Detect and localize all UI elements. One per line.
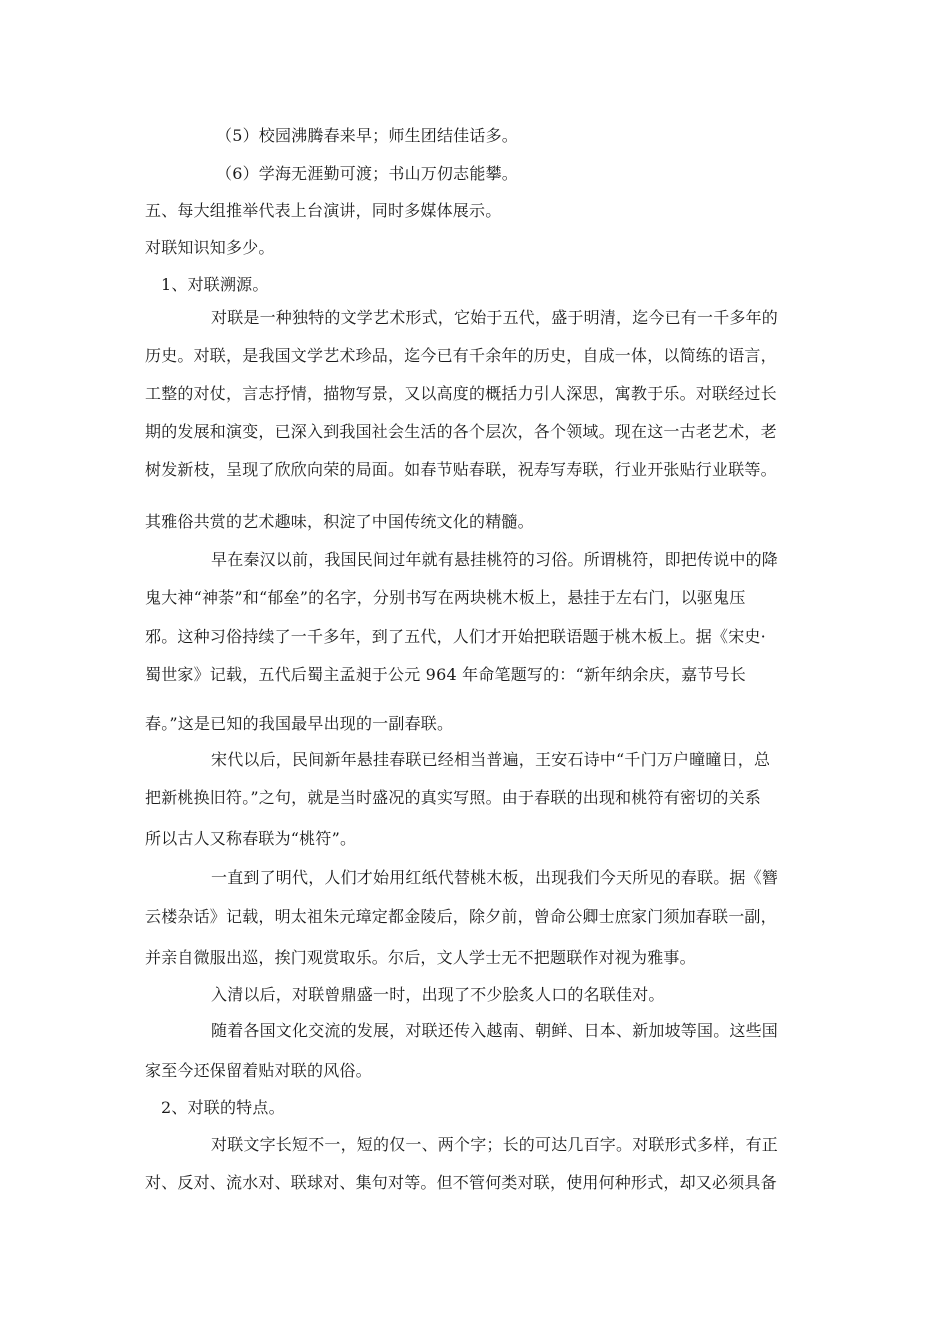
paragraph-line: 宋代以后，民间新年悬挂春联已经相当普遍，王安石诗中“千门万户曈曈日，总 [211, 750, 771, 769]
paragraph-line: 工整的对仗，言志抒情，描物写景，又以高度的概括力引人深思，寓教于乐。对联经过长 [145, 384, 777, 403]
paragraph-line: 对联是一种独特的文学艺术形式，它始于五代，盛于明清，迄今已有一千多年的 [211, 308, 779, 327]
paragraph-line: 蜀世家》记载，五代后蜀主孟昶于公元 964 年命笔题写的：“新年纳余庆，嘉节号长 [145, 665, 746, 684]
paragraph-line: 一直到了明代，人们才始用红纸代替桃木板，出现我们今天所见的春联。据《簪 [211, 868, 779, 887]
paragraph-line: 家至今还保留着贴对联的风俗。 [145, 1061, 372, 1080]
paragraph-line: 随着各国文化交流的发展，对联还传入越南、朝鲜、日本、新加坡等国。这些国 [211, 1021, 779, 1040]
paragraph-line: 把新桃换旧符。”之句，就是当时盛况的真实写照。由于春联的出现和桃符有密切的关系 [145, 788, 761, 807]
paragraph-line: 云楼杂话》记载，明太祖朱元璋定都金陵后，除夕前，曾命公卿士庶家门须加春联一副， [145, 907, 777, 926]
subsection-1-heading: 1、对联溯源。 [161, 275, 269, 294]
paragraph-line: 春。”这是已知的我国最早出现的一副春联。 [145, 714, 454, 733]
section-5-heading: 五、每大组推举代表上台演讲，同时多媒体展示。 [145, 201, 502, 220]
couplet-5: （5）校园沸腾春来早；师生团结佳话多。 [216, 126, 518, 145]
paragraph-line: 期的发展和演变，已深入到我国社会生活的各个层次，各个领域。现在这一古老艺术，老 [145, 422, 777, 441]
paragraph-line: 入清以后，对联曾鼎盛一时，出现了不少脍炙人口的名联佳对。 [211, 985, 665, 1004]
paragraph-line: 鬼大神“神荼”和“郁垒”的名字，分别书写在两块桃木板上，悬挂于左右门，以驱鬼压 [145, 588, 746, 607]
knowledge-heading: 对联知识知多少。 [145, 238, 275, 257]
paragraph-line: 对、反对、流水对、联球对、集句对等。但不管何类对联，使用何种形式，却又必须具备 [145, 1173, 777, 1192]
paragraph-line: 早在秦汉以前，我国民间过年就有悬挂桃符的习俗。所谓桃符，即把传说中的降 [211, 550, 779, 569]
paragraph-line: 树发新枝，呈现了欣欣向荣的局面。如春节贴春联，祝寿写寿联，行业开张贴行业联等。 [145, 460, 777, 479]
subsection-2-heading: 2、对联的特点。 [161, 1098, 285, 1117]
paragraph-line: 所以古人又称春联为“桃符”。 [145, 829, 357, 848]
paragraph-line: 历史。对联，是我国文学艺术珍品，迄今已有千余年的历史，自成一体，以简练的语言， [145, 346, 777, 365]
paragraph-line: 邪。这种习俗持续了一千多年，到了五代，人们才开始把联语题于桃木板上。据《宋史· [145, 627, 766, 646]
paragraph-line: 对联文字长短不一，短的仅一、两个字；长的可达几百字。对联形式多样，有正 [211, 1135, 779, 1154]
paragraph-line: 其雅俗共赏的艺术趣味，积淀了中国传统文化的精髓。 [145, 512, 534, 531]
paragraph-line: 并亲自微服出巡，挨门观赏取乐。尔后，文人学士无不把题联作对视为雅事。 [145, 948, 696, 967]
couplet-6: （6）学海无涯勤可渡；书山万仞志能攀。 [216, 164, 518, 183]
